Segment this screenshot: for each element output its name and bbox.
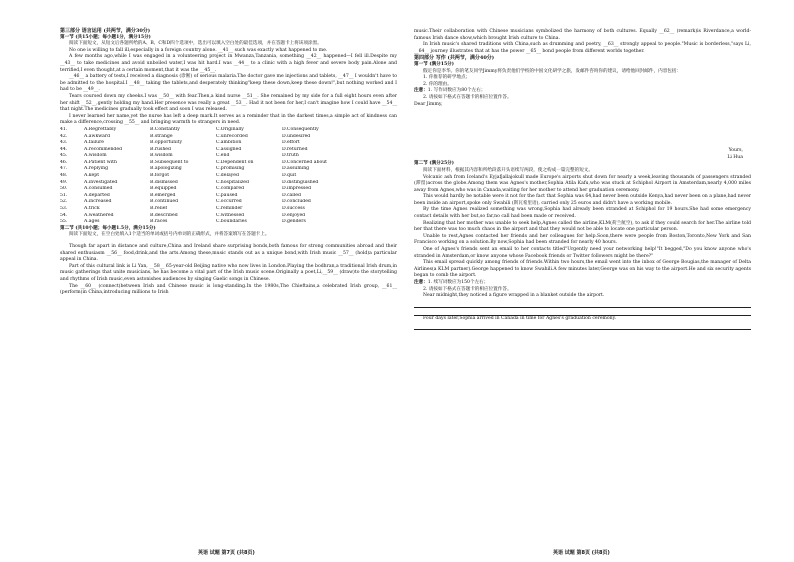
option-a: A.investigated (84, 179, 118, 185)
option-d: D.distinguished (282, 179, 319, 185)
option-b: B.continued (150, 199, 179, 205)
story-paragraph: This would hardly be notable were it not for the fact that Sophia was 64,had never been outside Kenya,had never been on a plane,had never been inside an airport,spoke only Swahili (斯瓦希里语), carried only 25 euros and didn't have a working mobile. (414, 194, 751, 206)
option-b: B.emerged (150, 192, 176, 198)
option-row (60, 219, 397, 226)
note-item: 1. 续写词数应为150个左右； (427, 280, 489, 285)
note-label: 注意： (414, 88, 428, 94)
starter-sentence-2: Four days later,Sophia arrived in Canada in time for Agnes's graduation ceremony. (423, 315, 617, 321)
option-b: B.dismissed (150, 179, 178, 185)
option-b: B.described (150, 212, 178, 218)
option-row (60, 134, 397, 141)
option-d: D.genders (282, 219, 306, 225)
starter-sentence-1: Near midnight,they noticed a figure wrapped in a blanket outside the airport. (423, 293, 605, 299)
option-a: A.departed (84, 192, 110, 198)
question-number: 49. (60, 179, 68, 185)
question-number: 42. (60, 133, 68, 139)
option-a: A.increased (84, 199, 112, 205)
option-a: A.failure (84, 140, 105, 146)
note-item: 1. 写作词数应为80个左右； (427, 88, 486, 94)
option-b: B.wisdom (150, 153, 173, 159)
grammar-paragraph: The __60__ (connect)between Irish and Chinese music is long-standing.In the 1980s,The Chieftains,a celebrated Irish group, __61__ (perform)in China,introducing millions to Irish (60, 283, 397, 296)
grammar-paragraph: Part of this cultural link is Li Yan, __58__ 65-year-old Beijing native who now lives in London.Playing the bodhran,a traditional Irish drum,in music gatherings that unite musicians, he has become a vital part of the Irish music scene.Originally a poet,Li,__59__ (draw)to the storytelling and rhythms of Irish music,even astonishes audiences by singing Gaelic songs in Chinese. (60, 263, 397, 282)
writing1-instructions: 假定你是李华。你的笔友同学Jimmy将负责他们学校的中国文化研学之旅，发邮件咨询你的建议，请给他回封邮件，内容包括： (423, 68, 682, 74)
option-d: D.Concerned about (282, 159, 328, 165)
story-paragraph: Realizing that her mother was unable to seek help,Agnes called the airline,KLM(荷兰航空), to ask if they could search for her.The airline told her that there was too much chaos in the airport and that they would not be able to locate one particular person. (414, 220, 751, 233)
option-a: A.weathered (84, 212, 114, 218)
cloze-paragraph: I never learned her name,yet the nurse has left a deep mark.It serves as a reminder that in the darkest times,a simple act of kindness can make a difference,crossing __55__ and bringing warmth to strangers in need. (60, 113, 397, 126)
writing1-point: 1. 你推荐的研学地点； (423, 75, 471, 81)
option-d: D.assuming (282, 166, 310, 172)
option-row (60, 180, 397, 187)
option-d: D.quit (282, 173, 297, 179)
option-c: C.boundaries (216, 219, 247, 225)
option-row (60, 213, 397, 220)
option-a: A.replying (84, 166, 109, 172)
option-d: D.truth (282, 153, 299, 159)
writing2-instructions: 阅读下面材料，根据其内容和所给段落开头语续写两段，使之构成一篇完整的短文。 (423, 167, 593, 173)
question-number: 54. (60, 212, 68, 218)
question-number: 52. (60, 199, 68, 205)
option-b: B.forgot (150, 173, 170, 179)
option-b: B.equipped (150, 186, 177, 192)
option-c: C.paused (216, 192, 238, 198)
question-number: 55. (60, 219, 68, 225)
option-b: B.opportunity (150, 140, 183, 146)
question-number: 53. (60, 206, 68, 212)
story-paragraph: By the time Agnes realized something was wrong,Sophia had already been stranded at Schiphol for 19 hours.She had some emergency contact details with her but,so far,no call had been made or received. (414, 207, 751, 220)
option-b: B.Subsequent to (150, 159, 189, 165)
letter-salutation: Dear Jimmy, (414, 101, 443, 107)
option-row (60, 173, 397, 180)
option-d: D.called (282, 192, 301, 198)
story-paragraph: This email spread quickly among friends of friends.Within two hours,the email went into the inbox of George Bougias,the manager of Delta Airlines(a KLM partner).George happened to know Swahili.A few minutes later,George was on his way to the airport.He and six security agents began to comb the airport. (414, 260, 751, 279)
option-a: A.Patient with (84, 159, 117, 165)
question-number: 43. (60, 140, 68, 146)
option-d: D.success (282, 206, 305, 212)
option-row (60, 166, 397, 173)
writing2-notes (414, 280, 751, 287)
question-number: 41. (60, 126, 68, 132)
option-a: A.wisdom (84, 153, 107, 159)
option-b: B.races (150, 219, 168, 225)
question-number: 48. (60, 173, 68, 179)
option-d: D.returned (282, 146, 308, 152)
option-a: A.consumed (84, 186, 113, 192)
option-a: A.ages (84, 219, 100, 225)
story-paragraph: Unable to rest,Agnes contacted her friends and her colleagues for help.Soon,there were people from Boston,Toronto,New York and San Francisco working on a solution.By now,Sophia had been stranded for nearly 40 hours. (414, 233, 751, 246)
option-c: C.reminder (216, 206, 243, 212)
option-b: B.relief (150, 206, 168, 212)
option-c: C.hospitalized (216, 179, 249, 185)
question-number: 44. (60, 146, 68, 152)
option-a: A.trick (84, 206, 100, 212)
option-row (60, 127, 397, 134)
writing2-title: 第二节 (满分25分) (414, 161, 454, 167)
grammar-paragraph: music.Their collaboration with Chinese musicians symbolized the harmony of both cultures. Equally __62__ (remark)is Riverdance,a world-famous Irish dance show,which brought Irish culture to China. (414, 29, 751, 41)
question-number: 47. (60, 166, 68, 172)
note-item: 2. 请按如下格式在答题卡的相应位置作答。 (423, 286, 512, 292)
option-d: D.enjoyed (282, 212, 306, 218)
writing1-notes (414, 88, 751, 95)
option-b: B.Constantly (150, 126, 180, 132)
option-row (60, 186, 397, 193)
note-item: 2. 请按如下格式在答题卡的相应位置作答。 (423, 94, 512, 100)
option-c: C.witnessed (216, 212, 245, 218)
left-column (60, 28, 397, 297)
option-d: D.concluded (282, 199, 311, 205)
writing1-point: 2. 你的理由。 (423, 81, 452, 87)
letter-closing: Yours, (728, 148, 743, 154)
option-b: B.strange (150, 133, 173, 139)
option-b: B.apologizing (150, 166, 182, 172)
option-a: A.Regrettably (84, 126, 117, 132)
option-row (60, 140, 397, 147)
cloze-paragraph: __46__ a battery of tests,I received a diagnosis (诊断) of serious malaria.The doctor gave me injections and tablets, __47__ I wouldn't have to be admitted to the hospital.I __48__ taking the tablets,and desperately thinking"keep these down,keep these down!",but nothing worked and I had to be __49__. (60, 74, 397, 93)
option-d: D.impressed (282, 186, 312, 192)
cloze-paragraph: Tears coursed down my cheeks.I was __50__ with fear.Then,a kind nurse __51__. She remained by my side for a full eight hours even after her shift __52__,gently holding my hand.Her presence was really a great __53__. Had it not been for her,I can't imagine how I could have __54__ that night.The medicines gradually took effect and soon I was released. (60, 93, 397, 113)
question-number: 46. (60, 159, 68, 165)
option-c: C.end (216, 153, 230, 159)
option-row (60, 147, 397, 154)
option-c: C.promising (216, 166, 245, 172)
option-c: C.assigned (216, 146, 242, 152)
writing1-title: 第一节 (满分15分) (414, 61, 454, 67)
option-d: D.effort (282, 140, 300, 146)
option-c: C.ambition (216, 140, 242, 146)
story-paragraph: Volcanic ash from Iceland's Eyjafjallajokull made Europe's airports shut down for nearly a week,leaving thousands of passengers stranded (滞留)across the globe.Among them was Agnes's mother,Sophia Atila Kafu,who was stuck at Schiphol Airport in Amsterdam,nearly 4,000 miles away from Agnes,who was in Canada,waiting for her mother to attend her graduation ceremony. (414, 174, 751, 193)
section1-title: 第一节 (共15小题；每小题1分，满分15分) (60, 34, 151, 40)
answer-line (414, 309, 751, 316)
page-footer-right: 英语 试题 第8页 (共8页) (553, 550, 610, 556)
options-list (60, 127, 397, 226)
option-row (60, 160, 397, 167)
option-c: C.compared (216, 186, 245, 192)
option-c: C.Originally (216, 126, 244, 132)
option-a: A.recommended (84, 146, 123, 152)
option-c: C.delayed (216, 173, 239, 179)
option-d: D.Consequently (282, 126, 319, 132)
answer-line (414, 301, 751, 308)
right-column (414, 29, 751, 330)
grammar-paragraph: Though far apart in distance and culture,China and Ireland share surprising bonds,both famous for strong communities abroad and their shared enthusiasm __56__ food,drink,and the arts.Among these,music stands out as a unique bond,with Irish music __57__ (hold)a particular appeal in China. (60, 244, 397, 263)
option-c: C.occurred (216, 199, 242, 205)
option-row (60, 153, 397, 160)
option-d: D.undesired (282, 133, 311, 139)
option-a: A.kept (84, 173, 100, 179)
cloze-paragraph: A few months ago,while I was engaged in a volunteering project in Mwanza,Tanzania, something __42__ happened—I fell ill.Despite my __43__ to take medicines and avoid unboiled water,I was hit hard.I was __44__ to a clinic with a high fever and severe body pain.Alone and terrified,I even thought,at a certain moment,that it was the __45__. (60, 54, 397, 73)
section2-title: 第二节 (共10小题；每小题1.5分，满分15分) (60, 225, 156, 231)
letter-writing-area (414, 108, 751, 148)
page-footer-left: 英语 试题 第7页 (共8页) (198, 550, 255, 556)
part4-title: 第四部分 写作 (共两节，满分40分) (414, 55, 495, 62)
option-b: B.rushed (150, 146, 171, 152)
question-number: 45. (60, 153, 68, 159)
question-number: 51. (60, 192, 68, 198)
cloze-paragraph: No one is willing to fall ill,especially in a foreign country alone. __41__ such was exactly what happened to me. (69, 47, 328, 53)
option-c: C.Dependent on (216, 159, 254, 165)
letter-signature: Li Hua (727, 154, 743, 160)
note-label: 注意： (414, 280, 428, 285)
answer-line (414, 323, 751, 330)
option-a: A.awkward (84, 133, 111, 139)
question-number: 50. (60, 186, 68, 192)
section2-instructions: 阅读下面短文，在空白处填入1个适当的单词或括号内单词的正确形式，并将答案填写在答题卡上。 (69, 232, 270, 238)
option-row (60, 193, 397, 200)
story-paragraph: One of Agnes's friends sent an email to her contacts titled"Urgently need your networking help!"It begged,"Do you know anyone who's stranded in Amsterdam,or know anyone whose Facebook friends or Twitter followers might be there?" (414, 247, 751, 259)
section1-instructions: 阅读下面短文，从短文后各题所给的A、B、C和D四个选项中，选出可以填入空白处的最佳选项，并在答题卡上将该项涂黑。 (69, 41, 322, 47)
option-row (60, 206, 397, 213)
grammar-paragraph: In Irish music's shared traditions with China,such as drumming and poetry, __63__ strongly appeal to people."Music is borderless,"says Li, __64__ journey illustrates that at has the power __65__ bond people from different worlds together. (414, 42, 751, 54)
option-c: C.unrecorded (216, 133, 248, 139)
part3-title: 第三部分 语言运用 (共两节，满分30分) (60, 28, 151, 34)
option-row (60, 199, 397, 206)
